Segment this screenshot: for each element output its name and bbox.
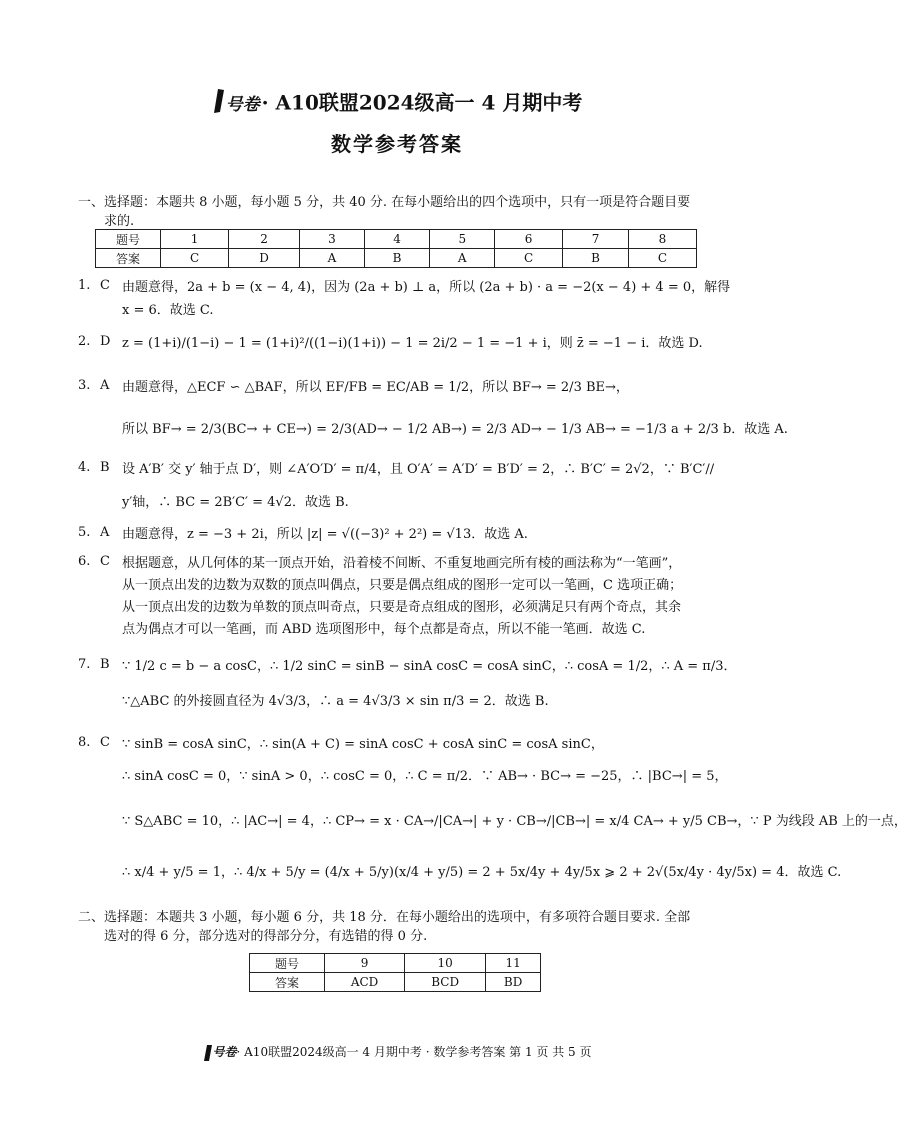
table-cell: 6 bbox=[495, 230, 563, 249]
solution-line: x = 6．故选 C. bbox=[122, 303, 214, 318]
page-footer bbox=[0, 1043, 794, 1062]
solution-line: ∵ sinB = cosA sinC，∴ sin(A + C) = sinA cosC + cosA sinC = cosA sinC， bbox=[122, 737, 604, 752]
section2-intro-line1: 二、选择题：本题共 3 小题，每小题 6 分，共 18 分．在每小题给出的选项中，有多项符合题目要求. 全部 bbox=[78, 910, 691, 925]
brand-logo-text: 号卷 bbox=[225, 94, 260, 115]
question-answer: B bbox=[100, 657, 110, 672]
solution-line: ∵△ABC 的外接圆直径为 4√3/3，∴ a = 4√3/3 × sin π/3 = 2．故选 B. bbox=[122, 694, 549, 709]
solution-line: 设 A′B′ 交 y′ 轴于点 D′，则 ∠A′O′D′ = π/4，且 O′A′ = A′D′ = B′D′ = 2，∴ B′C′ = 2√2，∵ B′C′// bbox=[122, 462, 715, 477]
solution-line: 从一顶点出发的边数为双数的顶点叫偶点，只要是偶点组成的图形一定可以一笔画，C 选项正确； bbox=[122, 578, 683, 593]
table-cell: 4 bbox=[364, 230, 430, 249]
table-cell: BD bbox=[486, 973, 541, 992]
exam-title: · A10联盟2024级高一 4 月期中考 bbox=[261, 90, 583, 115]
question-number: 6. bbox=[78, 554, 91, 569]
table-cell: B bbox=[364, 249, 430, 268]
footer-text: · A10联盟2024级高一 4 月期中考 · 数学参考答案 第 1 页 共 5 页 bbox=[236, 1045, 592, 1059]
table-cell: C bbox=[161, 249, 229, 268]
table-cell: 11 bbox=[486, 954, 541, 973]
question-number: 7. bbox=[78, 657, 91, 672]
table-cell: C bbox=[628, 249, 696, 268]
table-header-cell: 答案 bbox=[96, 249, 161, 268]
question-answer: D bbox=[100, 334, 111, 349]
brand-logo bbox=[212, 88, 226, 120]
solution-line: ∴ x/4 + y/5 = 1，∴ 4/x + 5/y = (4/x + 5/y)(x/4 + y/5) = 2 + 5x/4y + 4y/5x ⩾ 2 + 2√(5x/4y · 4y/5x) = 4．故选 C. bbox=[122, 865, 842, 880]
section2-intro-line2: 选对的得 6 分，部分选对的得部分分，有选错的得 0 分. bbox=[104, 929, 428, 944]
table-cell: 2 bbox=[229, 230, 300, 249]
solution-line: ∵ S△ABC = 10，∴ |AC→| = 4，∴ CP→ = x · CA→/|CA→| + y · CB→/|CB→| = x/4 CA→ + y/5 CB→，∵ P 为线段 AB 上的一点， bbox=[122, 814, 907, 829]
table-cell: C bbox=[495, 249, 563, 268]
solution-line: 所以 BF→ = 2/3(BC→ + CE→) = 2/3(AD→ − 1/2 AB→) = 2/3 AD→ − 1/3 AB→ = −1/3 a + 2/3 b．故选 A. bbox=[122, 422, 788, 437]
question-answer: C bbox=[100, 278, 110, 293]
table-header-cell: 答案 bbox=[250, 973, 325, 992]
table-cell: A bbox=[300, 249, 365, 268]
section2-intro bbox=[78, 908, 718, 946]
question-answer: B bbox=[100, 460, 110, 475]
solution-line: ∵ 1/2 c = b − a cosC，∴ 1/2 sinC = sinB − sinA cosC = cosA sinC，∴ cosA = 1/2，∴ A = π/3． bbox=[122, 659, 737, 674]
table-cell: 7 bbox=[563, 230, 629, 249]
table-header-cell: 题号 bbox=[250, 954, 325, 973]
question-answer: A bbox=[100, 378, 110, 393]
solution-line: 由题意得，2a + b = (x − 4, 4)，因为 (2a + b) ⊥ a，所以 (2a + b) · a = −2(x − 4) + 4 = 0，解得 bbox=[122, 280, 731, 295]
solution-line: ∴ sinA cosC = 0，∵ sinA > 0，∴ cosC = 0，∴ C = π/2．∵ AB→ · BC→ = −25，∴ |BC→| = 5， bbox=[122, 769, 728, 784]
question-answer: A bbox=[100, 525, 110, 540]
solution-line: 从一顶点出发的边数为单数的顶点叫奇点，只要是奇点组成的图形，必须满足只有两个奇点，其余 bbox=[122, 600, 682, 615]
table-cell: ACD bbox=[325, 973, 405, 992]
question-answer: C bbox=[100, 554, 110, 569]
question-number: 1. bbox=[78, 278, 91, 293]
table-cell: 1 bbox=[161, 230, 229, 249]
table-header-cell: 题号 bbox=[96, 230, 161, 249]
table-row bbox=[96, 230, 697, 249]
section1-intro bbox=[78, 193, 718, 231]
table-cell: D bbox=[229, 249, 300, 268]
question-number: 4. bbox=[78, 460, 91, 475]
page-subtitle: 数学参考答案 bbox=[331, 132, 463, 156]
question-number: 3. bbox=[78, 378, 91, 393]
table-cell: 5 bbox=[430, 230, 495, 249]
table-row bbox=[96, 249, 697, 268]
question-number: 8. bbox=[78, 735, 91, 750]
table-cell: 9 bbox=[325, 954, 405, 973]
table-cell: A bbox=[430, 249, 495, 268]
question-answer: C bbox=[100, 735, 110, 750]
section1-intro-line2: 求的. bbox=[104, 214, 135, 229]
table-row bbox=[250, 973, 541, 992]
table-cell: 8 bbox=[628, 230, 696, 249]
question-number: 5. bbox=[78, 525, 91, 540]
solution-line: 点为偶点才可以一笔画，而 ABD 选项图形中，每个点都是奇点，所以不能一笔画．故选 C. bbox=[122, 622, 646, 637]
question-number: 2. bbox=[78, 334, 91, 349]
solution-line: y′轴，∴ BC = 2B′C′ = 4√2．故选 B. bbox=[122, 495, 349, 510]
table-cell: BCD bbox=[405, 973, 486, 992]
answer-table-2 bbox=[249, 953, 541, 992]
footer-logo-text: 号卷 bbox=[212, 1045, 237, 1059]
table-cell: 10 bbox=[405, 954, 486, 973]
solution-line: 由题意得，z = −3 + 2i，所以 |z| = √((−3)² + 2²) = √13．故选 A. bbox=[122, 527, 528, 542]
brush-stroke-icon bbox=[212, 88, 226, 114]
solution-line: 由题意得，△ECF ∽ △BAF，所以 EF/FB = EC/AB = 1/2，所以 BF→ = 2/3 BE→， bbox=[122, 380, 629, 395]
section1-intro-line1: 一、选择题：本题共 8 小题，每小题 5 分，共 40 分. 在每小题给出的四个选项中，只有一项是符合题目要 bbox=[78, 195, 691, 210]
answer-table-1 bbox=[95, 229, 697, 268]
brush-stroke-icon bbox=[203, 1044, 213, 1062]
table-cell: 3 bbox=[300, 230, 365, 249]
page-title bbox=[0, 88, 794, 120]
table-cell: B bbox=[563, 249, 629, 268]
table-row bbox=[250, 954, 541, 973]
solution-line: z = (1+i)/(1−i) − 1 = (1+i)²/((1−i)(1+i)) − 1 = 2i/2 − 1 = −1 + i，则 z̄ = −1 − i．故选 D. bbox=[122, 336, 703, 351]
solution-line: 根据题意，从几何体的某一顶点开始，沿着棱不间断、不重复地画完所有棱的画法称为“一笔画”， bbox=[122, 556, 682, 571]
